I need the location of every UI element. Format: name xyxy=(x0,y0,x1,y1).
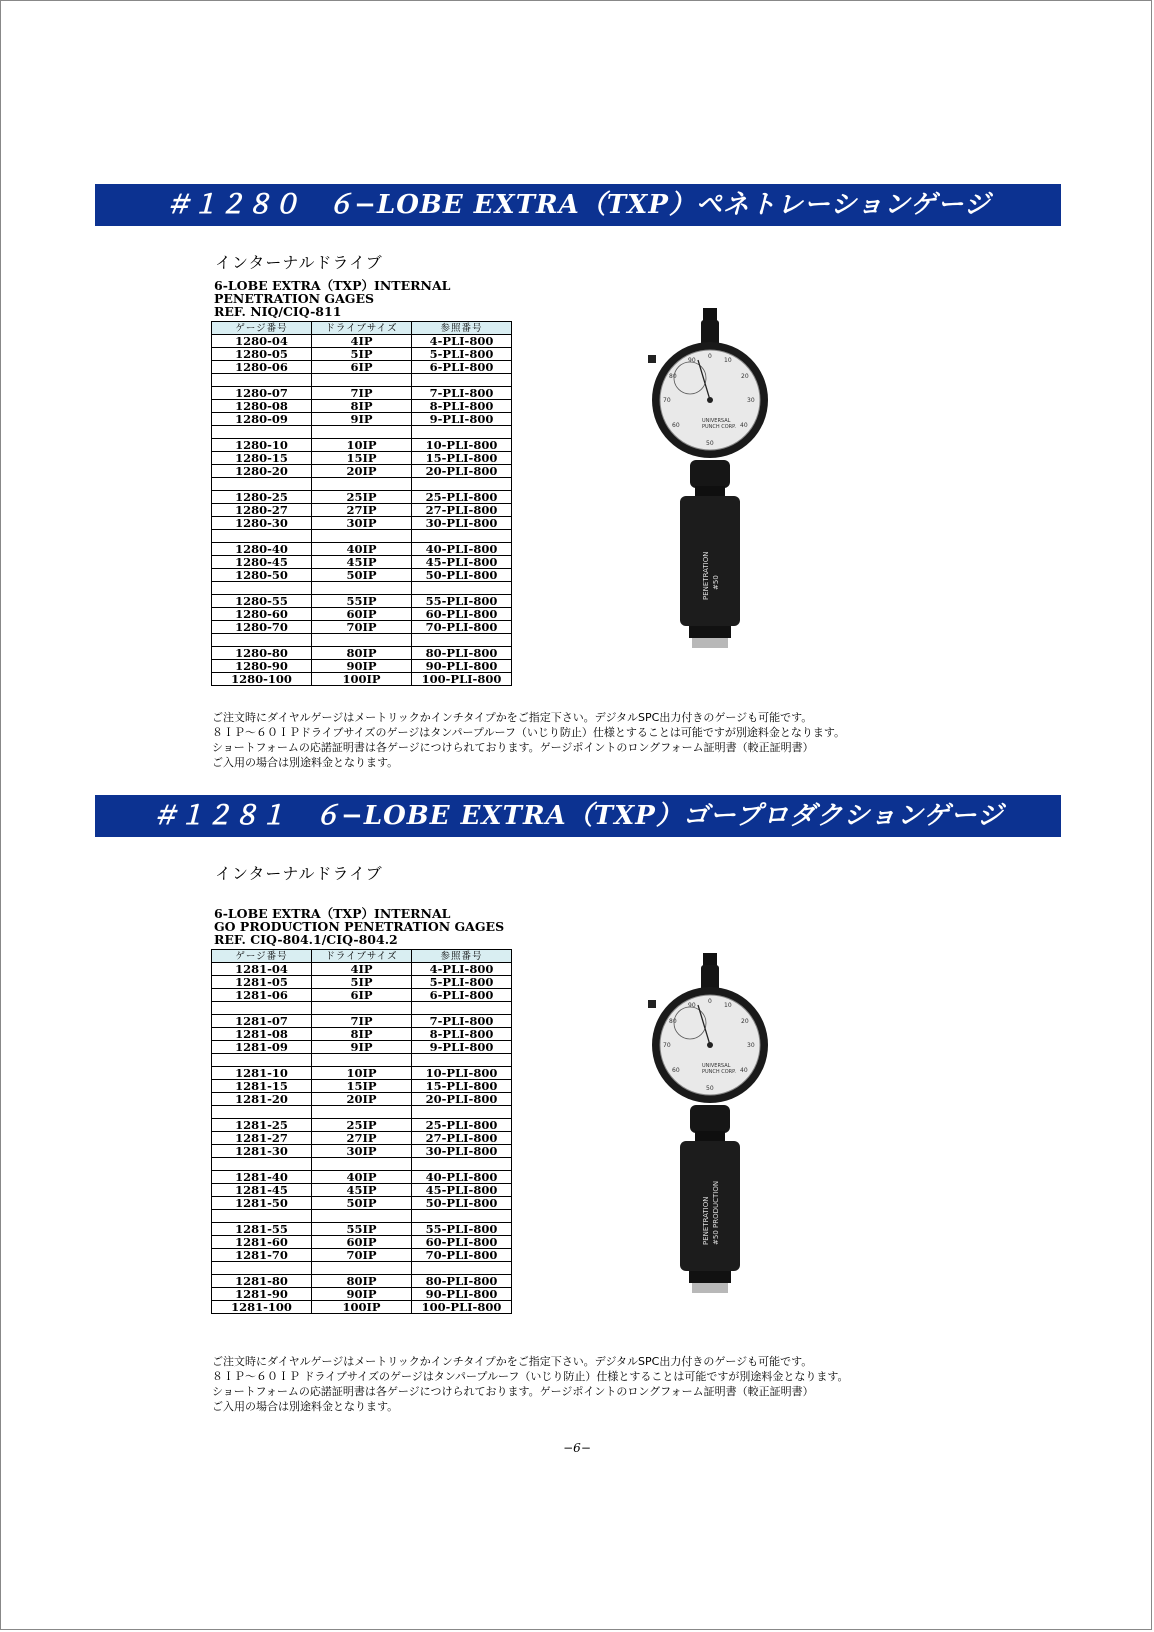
table-row xyxy=(212,1067,512,1080)
cell-reference-number: 55-PLI-800 xyxy=(412,1223,512,1236)
cell-reference-number xyxy=(412,426,512,439)
table-row xyxy=(212,1041,512,1054)
table-row xyxy=(212,608,512,621)
cell-drive-size xyxy=(312,1210,412,1223)
dial-number: 10 xyxy=(724,1002,732,1009)
cell-reference-number: 10-PLI-800 xyxy=(412,1067,512,1080)
cell-gage-number: 1280-04 xyxy=(212,335,312,348)
cell-reference-number: 80-PLI-800 xyxy=(412,647,512,660)
section-subtitle: インターナルドライブ xyxy=(215,864,383,883)
cell-gage-number: 1280-08 xyxy=(212,400,312,413)
cell-gage-number: 1280-20 xyxy=(212,465,312,478)
dial-number: 20 xyxy=(741,1018,749,1025)
order-notes xyxy=(212,1354,849,1414)
table-row xyxy=(212,582,512,595)
cell-reference-number: 27-PLI-800 xyxy=(412,504,512,517)
cell-drive-size: 90IP xyxy=(312,660,412,673)
body-label: PENETRATION xyxy=(702,1196,710,1245)
cell-gage-number: 1281-25 xyxy=(212,1119,312,1132)
cell-gage-number xyxy=(212,1054,312,1067)
table-row xyxy=(212,647,512,660)
cell-reference-number: 55-PLI-800 xyxy=(412,595,512,608)
table-row xyxy=(212,1210,512,1223)
cell-drive-size: 50IP xyxy=(312,1197,412,1210)
cell-reference-number: 4-PLI-800 xyxy=(412,335,512,348)
cell-gage-number: 1281-09 xyxy=(212,1041,312,1054)
caption-line: GO PRODUCTION PENETRATION GAGES xyxy=(214,919,505,934)
cell-gage-number: 1281-07 xyxy=(212,1015,312,1028)
cell-gage-number: 1280-80 xyxy=(212,647,312,660)
cell-gage-number: 1280-100 xyxy=(212,673,312,686)
section-subtitle: インターナルドライブ xyxy=(215,253,383,272)
cell-drive-size: 27IP xyxy=(312,504,412,517)
cell-reference-number: 90-PLI-800 xyxy=(412,660,512,673)
cell-gage-number: 1280-90 xyxy=(212,660,312,673)
cell-reference-number xyxy=(412,1054,512,1067)
cell-reference-number: 7-PLI-800 xyxy=(412,1015,512,1028)
dial-number: 70 xyxy=(663,397,671,404)
cell-gage-number: 1280-30 xyxy=(212,517,312,530)
table-row xyxy=(212,1002,512,1015)
dial-number: 60 xyxy=(672,1067,680,1074)
cell-reference-number: 90-PLI-800 xyxy=(412,1288,512,1301)
cell-gage-number xyxy=(212,1158,312,1171)
cell-reference-number: 9-PLI-800 xyxy=(412,413,512,426)
dial-brand: UNIVERSAL xyxy=(702,418,731,424)
cell-reference-number xyxy=(412,374,512,387)
gage-table xyxy=(211,949,512,1314)
table-row xyxy=(212,595,512,608)
dial-number: 20 xyxy=(741,373,749,380)
table-row xyxy=(212,621,512,634)
table-row xyxy=(212,989,512,1002)
cell-reference-number xyxy=(412,1262,512,1275)
dial-number: 70 xyxy=(663,1042,671,1049)
cell-drive-size: 40IP xyxy=(312,543,412,556)
cell-drive-size: 4IP xyxy=(312,335,412,348)
cell-reference-number xyxy=(412,1002,512,1015)
header-reference-number: 参照番号 xyxy=(412,322,512,335)
cell-drive-size xyxy=(312,634,412,647)
table-row xyxy=(212,1223,512,1236)
cell-gage-number xyxy=(212,374,312,387)
note-line: ご入用の場合は別途料金となります。 xyxy=(212,756,399,769)
table-row xyxy=(212,426,512,439)
table-row xyxy=(212,1301,512,1314)
cell-reference-number: 50-PLI-800 xyxy=(412,569,512,582)
page-number: −6− xyxy=(563,1441,591,1455)
table-row xyxy=(212,1093,512,1106)
table-row xyxy=(212,1249,512,1262)
order-notes xyxy=(212,710,845,770)
caption-line: PENETRATION GAGES xyxy=(214,291,375,306)
cell-reference-number: 30-PLI-800 xyxy=(412,1145,512,1158)
table-row xyxy=(212,1015,512,1028)
table-row xyxy=(212,1171,512,1184)
cell-gage-number: 1280-09 xyxy=(212,413,312,426)
cell-drive-size: 20IP xyxy=(312,465,412,478)
cell-gage-number: 1281-30 xyxy=(212,1145,312,1158)
cell-reference-number: 45-PLI-800 xyxy=(412,556,512,569)
cell-reference-number: 40-PLI-800 xyxy=(412,543,512,556)
table-row xyxy=(212,1080,512,1093)
table-row xyxy=(212,963,512,976)
cell-drive-size xyxy=(312,1106,412,1119)
table-row xyxy=(212,1288,512,1301)
cell-gage-number: 1281-45 xyxy=(212,1184,312,1197)
table-row xyxy=(212,361,512,374)
table-header-row xyxy=(212,950,512,963)
dial-brand: UNIVERSAL xyxy=(702,1063,731,1069)
gauge-top-knob xyxy=(703,308,717,322)
cell-drive-size xyxy=(312,374,412,387)
gauge-body xyxy=(680,496,740,626)
cell-drive-size: 25IP xyxy=(312,1119,412,1132)
dial-number: 0 xyxy=(708,998,712,1005)
table-body xyxy=(212,335,512,686)
note-line: ショートフォームの応諾証明書は各ゲージにつけられております。ゲージポイントのロングフォーム証明書（較正証明書） xyxy=(212,1385,814,1398)
cell-drive-size: 7IP xyxy=(312,1015,412,1028)
table-row xyxy=(212,348,512,361)
cell-drive-size: 27IP xyxy=(312,1132,412,1145)
cell-reference-number: 15-PLI-800 xyxy=(412,452,512,465)
cell-drive-size: 4IP xyxy=(312,963,412,976)
cell-reference-number: 100-PLI-800 xyxy=(412,673,512,686)
cell-gage-number: 1281-50 xyxy=(212,1197,312,1210)
cell-drive-size xyxy=(312,582,412,595)
cell-reference-number xyxy=(412,478,512,491)
cell-reference-number: 50-PLI-800 xyxy=(412,1197,512,1210)
dial-number: 80 xyxy=(669,373,677,380)
cell-reference-number: 70-PLI-800 xyxy=(412,1249,512,1262)
cell-drive-size: 100IP xyxy=(312,673,412,686)
dial-number: 90 xyxy=(688,357,696,364)
cell-drive-size: 25IP xyxy=(312,491,412,504)
cell-drive-size: 15IP xyxy=(312,1080,412,1093)
cell-gage-number xyxy=(212,1106,312,1119)
note-line: ８ＩＰ～６０ＩＰ ドライブサイズのゲージはタンパープルーフ（いじり防止）仕様とすることは可能ですが別途料金となります。 xyxy=(212,1370,849,1383)
dial-number: 30 xyxy=(747,1042,755,1049)
dial-gauge-image xyxy=(640,300,790,670)
gage-table xyxy=(211,321,512,686)
cell-reference-number xyxy=(412,582,512,595)
cell-gage-number: 1281-06 xyxy=(212,989,312,1002)
cell-reference-number: 5-PLI-800 xyxy=(412,348,512,361)
cell-drive-size xyxy=(312,1002,412,1015)
dial-number: 80 xyxy=(669,1018,677,1025)
table-row xyxy=(212,530,512,543)
table-row xyxy=(212,1184,512,1197)
cell-gage-number: 1281-15 xyxy=(212,1080,312,1093)
dial-number: 40 xyxy=(740,422,748,429)
table-row xyxy=(212,504,512,517)
cell-gage-number: 1281-100 xyxy=(212,1301,312,1314)
gauge-top-knob xyxy=(703,953,717,967)
cell-reference-number xyxy=(412,1210,512,1223)
table-row xyxy=(212,556,512,569)
cell-drive-size: 9IP xyxy=(312,1041,412,1054)
cell-reference-number: 6-PLI-800 xyxy=(412,361,512,374)
cell-gage-number: 1281-04 xyxy=(212,963,312,976)
table-row xyxy=(212,543,512,556)
dial-number: 60 xyxy=(672,422,680,429)
table-row xyxy=(212,439,512,452)
cell-gage-number: 1281-70 xyxy=(212,1249,312,1262)
caption-line: REF. NIQ/CIQ-811 xyxy=(214,304,342,319)
cell-drive-size xyxy=(312,1262,412,1275)
cell-gage-number: 1280-06 xyxy=(212,361,312,374)
table-row xyxy=(212,335,512,348)
cell-drive-size: 5IP xyxy=(312,976,412,989)
body-label: #50 PRODUCTION xyxy=(712,1180,720,1245)
cell-reference-number: 40-PLI-800 xyxy=(412,1171,512,1184)
table-row xyxy=(212,517,512,530)
cell-drive-size xyxy=(312,1054,412,1067)
cell-drive-size: 70IP xyxy=(312,621,412,634)
cell-reference-number: 30-PLI-800 xyxy=(412,517,512,530)
cell-drive-size xyxy=(312,530,412,543)
table-row xyxy=(212,634,512,647)
cell-gage-number: 1281-05 xyxy=(212,976,312,989)
body-label: #50 xyxy=(712,575,720,590)
cell-gage-number: 1281-60 xyxy=(212,1236,312,1249)
note-line: ショートフォームの応諾証明書は各ゲージにつけられております。ゲージポイントのロングフォーム証明書（較正証明書） xyxy=(212,741,814,754)
cell-reference-number: 9-PLI-800 xyxy=(412,1041,512,1054)
header-drive-size: ドライブサイズ xyxy=(312,950,412,963)
cell-gage-number: 1281-27 xyxy=(212,1132,312,1145)
table-row xyxy=(212,387,512,400)
cell-gage-number: 1281-55 xyxy=(212,1223,312,1236)
cell-gage-number: 1280-10 xyxy=(212,439,312,452)
table-row xyxy=(212,1275,512,1288)
table-body xyxy=(212,963,512,1314)
header-gage-number: ゲージ番号 xyxy=(212,322,312,335)
cell-drive-size: 45IP xyxy=(312,556,412,569)
cell-gage-number: 1281-10 xyxy=(212,1067,312,1080)
cell-gage-number xyxy=(212,1262,312,1275)
cell-reference-number: 70-PLI-800 xyxy=(412,621,512,634)
cell-reference-number: 60-PLI-800 xyxy=(412,1236,512,1249)
cell-drive-size: 60IP xyxy=(312,1236,412,1249)
table-row xyxy=(212,452,512,465)
cell-gage-number: 1280-50 xyxy=(212,569,312,582)
cell-reference-number: 25-PLI-800 xyxy=(412,491,512,504)
cell-reference-number: 7-PLI-800 xyxy=(412,387,512,400)
cell-drive-size: 80IP xyxy=(312,1275,412,1288)
table-row xyxy=(212,673,512,686)
cell-gage-number xyxy=(212,530,312,543)
cell-gage-number: 1281-08 xyxy=(212,1028,312,1041)
table-row xyxy=(212,660,512,673)
dial-number: 50 xyxy=(706,1085,714,1092)
table-row xyxy=(212,1054,512,1067)
cell-gage-number: 1281-80 xyxy=(212,1275,312,1288)
cell-drive-size: 8IP xyxy=(312,1028,412,1041)
table-row xyxy=(212,491,512,504)
dial-number: 90 xyxy=(688,1002,696,1009)
section-banner: ＃１２８１ ６−LOBE EXTRA（TXP）ゴープロダクションゲージ xyxy=(95,795,1061,837)
cell-drive-size: 55IP xyxy=(312,595,412,608)
cell-gage-number: 1281-20 xyxy=(212,1093,312,1106)
cell-gage-number xyxy=(212,582,312,595)
table-row xyxy=(212,976,512,989)
caption-line: 6-LOBE EXTRA（TXP）INTERNAL xyxy=(214,278,451,293)
dial-number: 50 xyxy=(706,440,714,447)
cell-reference-number xyxy=(412,530,512,543)
cell-drive-size: 10IP xyxy=(312,1067,412,1080)
cell-gage-number: 1281-90 xyxy=(212,1288,312,1301)
table-row xyxy=(212,478,512,491)
cell-gage-number: 1280-45 xyxy=(212,556,312,569)
caption-line: REF. CIQ-804.1/CIQ-804.2 xyxy=(214,932,398,947)
table-row xyxy=(212,569,512,582)
gauge-tip xyxy=(692,638,728,648)
gauge-tip xyxy=(692,1283,728,1293)
cell-drive-size: 8IP xyxy=(312,400,412,413)
gauge-clamp xyxy=(648,1000,656,1008)
cell-drive-size: 20IP xyxy=(312,1093,412,1106)
cell-reference-number: 80-PLI-800 xyxy=(412,1275,512,1288)
section-banner: ＃１２８０ ６−LOBE EXTRA（TXP）ペネトレーションゲージ xyxy=(95,184,1061,226)
cell-reference-number: 45-PLI-800 xyxy=(412,1184,512,1197)
cell-drive-size xyxy=(312,1158,412,1171)
cell-reference-number: 20-PLI-800 xyxy=(412,465,512,478)
cell-gage-number: 1280-70 xyxy=(212,621,312,634)
body-label: PENETRATION xyxy=(702,551,710,600)
dial-brand: PUNCH CORP. xyxy=(702,1069,736,1075)
cell-reference-number: 4-PLI-800 xyxy=(412,963,512,976)
cell-gage-number: 1280-60 xyxy=(212,608,312,621)
note-line: ８ＩＰ～６０ＩＰドライブサイズのゲージはタンパープルーフ（いじり防止）仕様とすることは可能ですが別途料金となります。 xyxy=(212,726,846,739)
cell-drive-size xyxy=(312,426,412,439)
cell-gage-number: 1280-40 xyxy=(212,543,312,556)
cell-drive-size: 6IP xyxy=(312,989,412,1002)
table-row xyxy=(212,1119,512,1132)
cell-drive-size: 80IP xyxy=(312,647,412,660)
cell-reference-number: 27-PLI-800 xyxy=(412,1132,512,1145)
cell-gage-number xyxy=(212,478,312,491)
cell-drive-size: 10IP xyxy=(312,439,412,452)
cell-drive-size xyxy=(312,478,412,491)
cell-gage-number: 1281-40 xyxy=(212,1171,312,1184)
cell-drive-size: 7IP xyxy=(312,387,412,400)
table-row xyxy=(212,1262,512,1275)
cell-reference-number: 15-PLI-800 xyxy=(412,1080,512,1093)
cell-reference-number: 10-PLI-800 xyxy=(412,439,512,452)
gauge-collar xyxy=(690,460,730,488)
cell-drive-size: 30IP xyxy=(312,1145,412,1158)
cell-reference-number: 6-PLI-800 xyxy=(412,989,512,1002)
cell-gage-number: 1280-05 xyxy=(212,348,312,361)
table-row xyxy=(212,1236,512,1249)
cell-gage-number xyxy=(212,1002,312,1015)
cell-gage-number: 1280-07 xyxy=(212,387,312,400)
cell-reference-number: 100-PLI-800 xyxy=(412,1301,512,1314)
caption-line: 6-LOBE EXTRA（TXP）INTERNAL xyxy=(214,906,451,921)
cell-gage-number: 1280-55 xyxy=(212,595,312,608)
note-line: ご入用の場合は別途料金となります。 xyxy=(212,1400,399,1413)
table-row xyxy=(212,1132,512,1145)
table-row xyxy=(212,1145,512,1158)
table-row xyxy=(212,465,512,478)
cell-reference-number: 25-PLI-800 xyxy=(412,1119,512,1132)
gauge-collar xyxy=(690,1105,730,1133)
note-line: ご注文時にダイヤルゲージはメートリックかインチタイプかをご指定下さい。デジタルSPC出力付きのゲージも可能です。 xyxy=(212,711,813,724)
table-row xyxy=(212,400,512,413)
table-header-row xyxy=(212,322,512,335)
cell-gage-number xyxy=(212,426,312,439)
table-caption xyxy=(214,907,504,946)
cell-reference-number xyxy=(412,1106,512,1119)
cell-drive-size: 30IP xyxy=(312,517,412,530)
table-row xyxy=(212,1197,512,1210)
table-row xyxy=(212,1158,512,1171)
dial-brand: PUNCH CORP. xyxy=(702,424,736,430)
cell-reference-number: 8-PLI-800 xyxy=(412,400,512,413)
header-drive-size: ドライブサイズ xyxy=(312,322,412,335)
cell-drive-size: 55IP xyxy=(312,1223,412,1236)
cell-drive-size: 100IP xyxy=(312,1301,412,1314)
cell-drive-size: 90IP xyxy=(312,1288,412,1301)
cell-reference-number: 60-PLI-800 xyxy=(412,608,512,621)
cell-gage-number: 1280-15 xyxy=(212,452,312,465)
table-row xyxy=(212,413,512,426)
dial-gauge-image xyxy=(640,945,790,1315)
cell-drive-size: 9IP xyxy=(312,413,412,426)
table-caption xyxy=(214,279,450,318)
cell-gage-number xyxy=(212,1210,312,1223)
table-row xyxy=(212,1028,512,1041)
note-line: ご注文時にダイヤルゲージはメートリックかインチタイプかをご指定下さい。デジタルSPC出力付きのゲージも可能です。 xyxy=(212,1355,813,1368)
cell-drive-size: 50IP xyxy=(312,569,412,582)
dial-number: 0 xyxy=(708,353,712,360)
cell-gage-number: 1280-25 xyxy=(212,491,312,504)
header-reference-number: 参照番号 xyxy=(412,950,512,963)
cell-gage-number xyxy=(212,634,312,647)
cell-drive-size: 45IP xyxy=(312,1184,412,1197)
cell-reference-number xyxy=(412,1158,512,1171)
cell-reference-number xyxy=(412,634,512,647)
table-row xyxy=(212,374,512,387)
cell-drive-size: 15IP xyxy=(312,452,412,465)
dial-number: 40 xyxy=(740,1067,748,1074)
cell-drive-size: 6IP xyxy=(312,361,412,374)
cell-reference-number: 8-PLI-800 xyxy=(412,1028,512,1041)
cell-drive-size: 70IP xyxy=(312,1249,412,1262)
dial-number: 30 xyxy=(747,397,755,404)
gauge-body xyxy=(680,1141,740,1271)
gauge-clamp xyxy=(648,355,656,363)
header-gage-number: ゲージ番号 xyxy=(212,950,312,963)
cell-reference-number: 5-PLI-800 xyxy=(412,976,512,989)
cell-gage-number: 1280-27 xyxy=(212,504,312,517)
table-row xyxy=(212,1106,512,1119)
cell-drive-size: 5IP xyxy=(312,348,412,361)
cell-drive-size: 60IP xyxy=(312,608,412,621)
dial-number: 10 xyxy=(724,357,732,364)
cell-drive-size: 40IP xyxy=(312,1171,412,1184)
cell-reference-number: 20-PLI-800 xyxy=(412,1093,512,1106)
